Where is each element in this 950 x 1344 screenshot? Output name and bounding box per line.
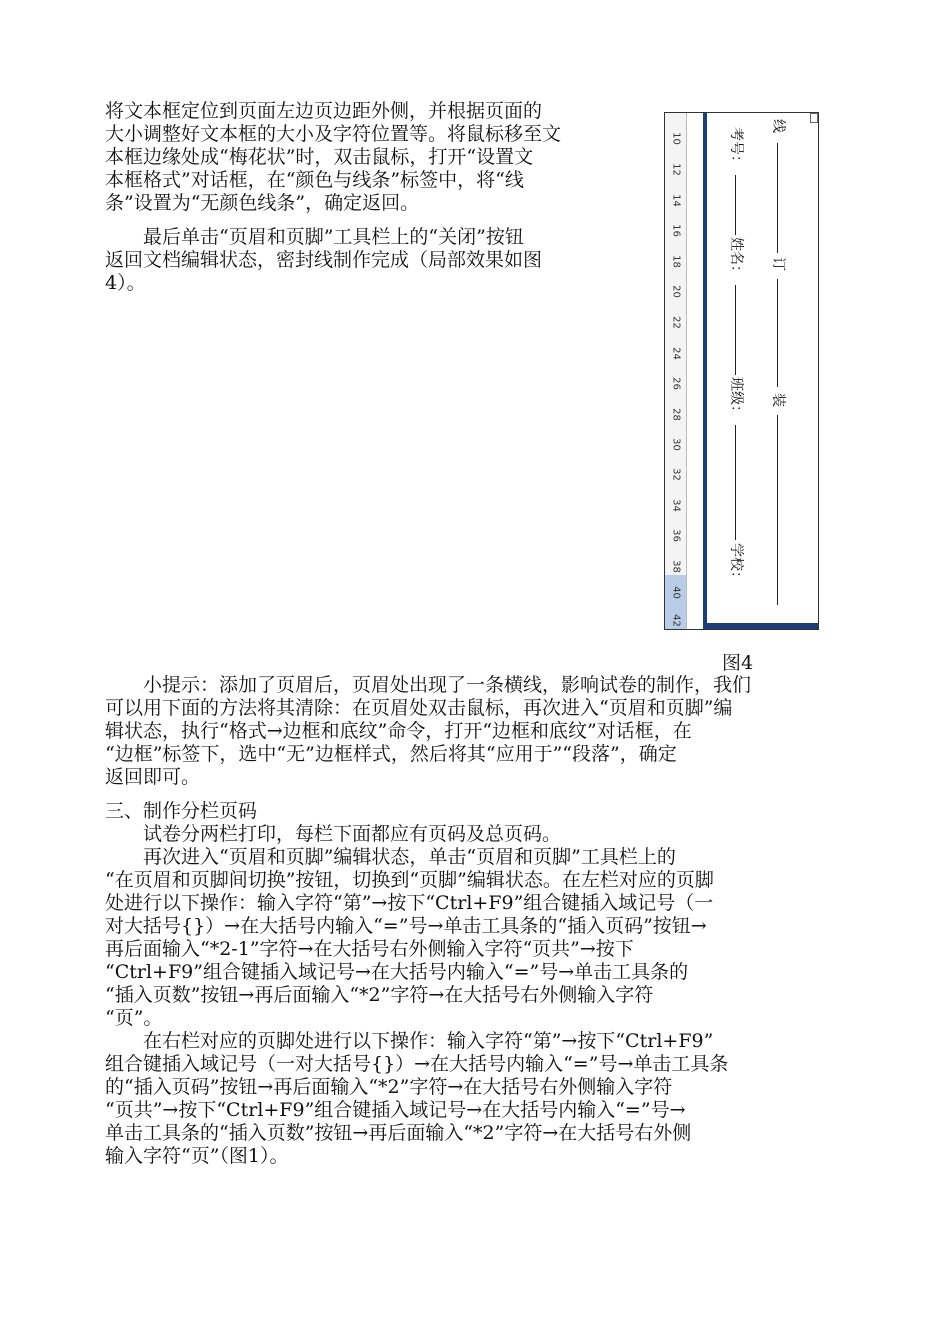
text-line: 返回文档编辑状态，密封线制作完成（局部效果如图 bbox=[105, 249, 543, 271]
ruler-tick: 20 bbox=[670, 285, 682, 298]
text-line: “Ctrl+F9”组合键插入域记号→在大括号内输入“=”号→单击工具条的 bbox=[105, 961, 689, 983]
text-line: “页”。 bbox=[105, 1007, 163, 1029]
ruler-tick: 32 bbox=[670, 468, 682, 481]
text-line: “在页眉和页脚间切换”按钮，切换到“页脚”编辑状态。在左栏对应的页脚 bbox=[105, 869, 714, 891]
ruler-tick: 22 bbox=[670, 316, 682, 329]
label-banji: 班级： bbox=[728, 377, 744, 419]
text-line: 将文本框定位到页面左边页边距外侧，并根据页面的 bbox=[105, 100, 543, 122]
ruler-tick: 26 bbox=[670, 377, 682, 390]
body-paragraph-1: 试卷分两栏打印，每栏下面都应有页码及总页码。 bbox=[143, 823, 562, 845]
page-bottom-edge bbox=[703, 623, 819, 629]
binding-line-segment bbox=[777, 415, 778, 605]
text-line: 大小调整好文本框的大小及字符位置等。将鼠标移至文 bbox=[105, 123, 562, 145]
binding-char-xian: 线 bbox=[770, 119, 786, 133]
text-line: 输入字符“页”（图1）。 bbox=[105, 1145, 289, 1167]
page-left-edge bbox=[703, 113, 707, 629]
ruler-tick: 30 bbox=[670, 438, 682, 451]
text-line: 单击工具条的“插入页数”按钮→再后面输入“*2”字符→在大括号右外侧 bbox=[105, 1122, 692, 1144]
text-line: 本框格式”对话框，在“颜色与线条”标签中，将“线 bbox=[105, 169, 524, 191]
body-paragraph-3 bbox=[105, 1030, 850, 1168]
text-line: 返回即可。 bbox=[105, 766, 201, 788]
text-line: “插入页数”按钮→再后面输入“*2”字符→在大括号右外侧输入字符 bbox=[105, 984, 654, 1006]
text-line: 的“插入页码”按钮→再后面输入“*2”字符→在大括号右外侧输入字符 bbox=[105, 1076, 673, 1098]
text-line: 最后单击“页眉和页脚”工具栏上的“关闭”按钮 bbox=[143, 226, 524, 248]
figure-4-screenshot bbox=[664, 112, 819, 630]
binding-line-segment bbox=[777, 279, 778, 387]
ruler-tick: 18 bbox=[670, 255, 682, 268]
label-kaohao: 考号： bbox=[728, 127, 744, 169]
ruler-tick: 24 bbox=[670, 347, 682, 360]
ruler-tick: 14 bbox=[670, 194, 682, 207]
ruler-tick: 36 bbox=[670, 529, 682, 542]
text-line: 本框边缘处成“梅花状”时，双击鼠标，打开“设置文 bbox=[105, 146, 534, 168]
binding-line-segment bbox=[777, 143, 778, 253]
text-line: 再次进入“页眉和页脚”编辑状态，单击“页眉和页脚”工具栏上的 bbox=[143, 846, 676, 868]
ruler-tick: 16 bbox=[670, 224, 682, 237]
text-line: 可以用下面的方法将其清除：在页眉处双击鼠标，再次进入“页眉和页脚”编 bbox=[105, 697, 733, 719]
text-line: 再后面输入“*2-1”字符→在大括号右外侧输入字符“页共”→按下 bbox=[105, 938, 634, 960]
body-paragraph-2 bbox=[105, 846, 850, 1030]
text-line: 辑状态，执行“格式→边框和底纹”命令，打开“边框和底纹”对话框，在 bbox=[105, 720, 692, 742]
tip-paragraph bbox=[105, 674, 850, 789]
blank-line-xingming bbox=[735, 285, 736, 375]
section-heading: 三、制作分栏页码 bbox=[105, 800, 258, 822]
binding-char-zhuang: 装 bbox=[770, 393, 786, 407]
text-line: 小提示：添加了页眉后，页眉处出现了一条横线，影响试卷的制作，我们 bbox=[143, 674, 752, 696]
close-paragraph bbox=[105, 226, 645, 295]
text-line: 4）。 bbox=[105, 272, 146, 294]
ruler-tick: 12 bbox=[670, 163, 682, 176]
label-xuexiao: 学校： bbox=[728, 543, 744, 585]
text-line: 在右栏对应的页脚处进行以下操作：输入字符“第”→按下“Ctrl+F9” bbox=[143, 1030, 714, 1052]
text-line: 处进行以下操作：输入字符“第”→按下“Ctrl+F9”组合键插入域记号（一 bbox=[105, 892, 714, 914]
text-line: 条”设置为“无颜色线条”，确定返回。 bbox=[105, 192, 420, 214]
text-line: 组合键插入域记号（一对大括号{}）→在大括号内输入“=”号→单击工具条 bbox=[105, 1053, 729, 1075]
ruler-tick: 34 bbox=[670, 499, 682, 512]
text-line: 对大括号{}）→在大括号内输入“=”号→单击工具条的“插入页码”按钮→ bbox=[105, 915, 707, 937]
scroll-corner bbox=[810, 113, 818, 123]
figure-caption: 图4 bbox=[722, 652, 754, 674]
ruler-tick: 38 bbox=[670, 560, 682, 573]
text-line: “页共”→按下“Ctrl+F9”组合键插入域记号→在大括号内输入“=”号→ bbox=[105, 1099, 686, 1121]
ruler-tick: 28 bbox=[670, 408, 682, 421]
blank-line-banji bbox=[735, 425, 736, 540]
label-xingming: 姓名： bbox=[728, 237, 744, 279]
binding-char-ding: 订 bbox=[770, 257, 786, 271]
intro-paragraph bbox=[105, 100, 645, 215]
text-line: “边框”标签下，选中“无”边框样式，然后将其“应用于”“段落”，确定 bbox=[105, 743, 677, 765]
ruler-tick: 40 bbox=[670, 586, 682, 599]
ruler-tick: 10 bbox=[670, 132, 682, 145]
blank-line-kaohao bbox=[735, 175, 736, 235]
vertical-ruler bbox=[665, 113, 687, 629]
ruler-tick: 42 bbox=[670, 614, 682, 627]
